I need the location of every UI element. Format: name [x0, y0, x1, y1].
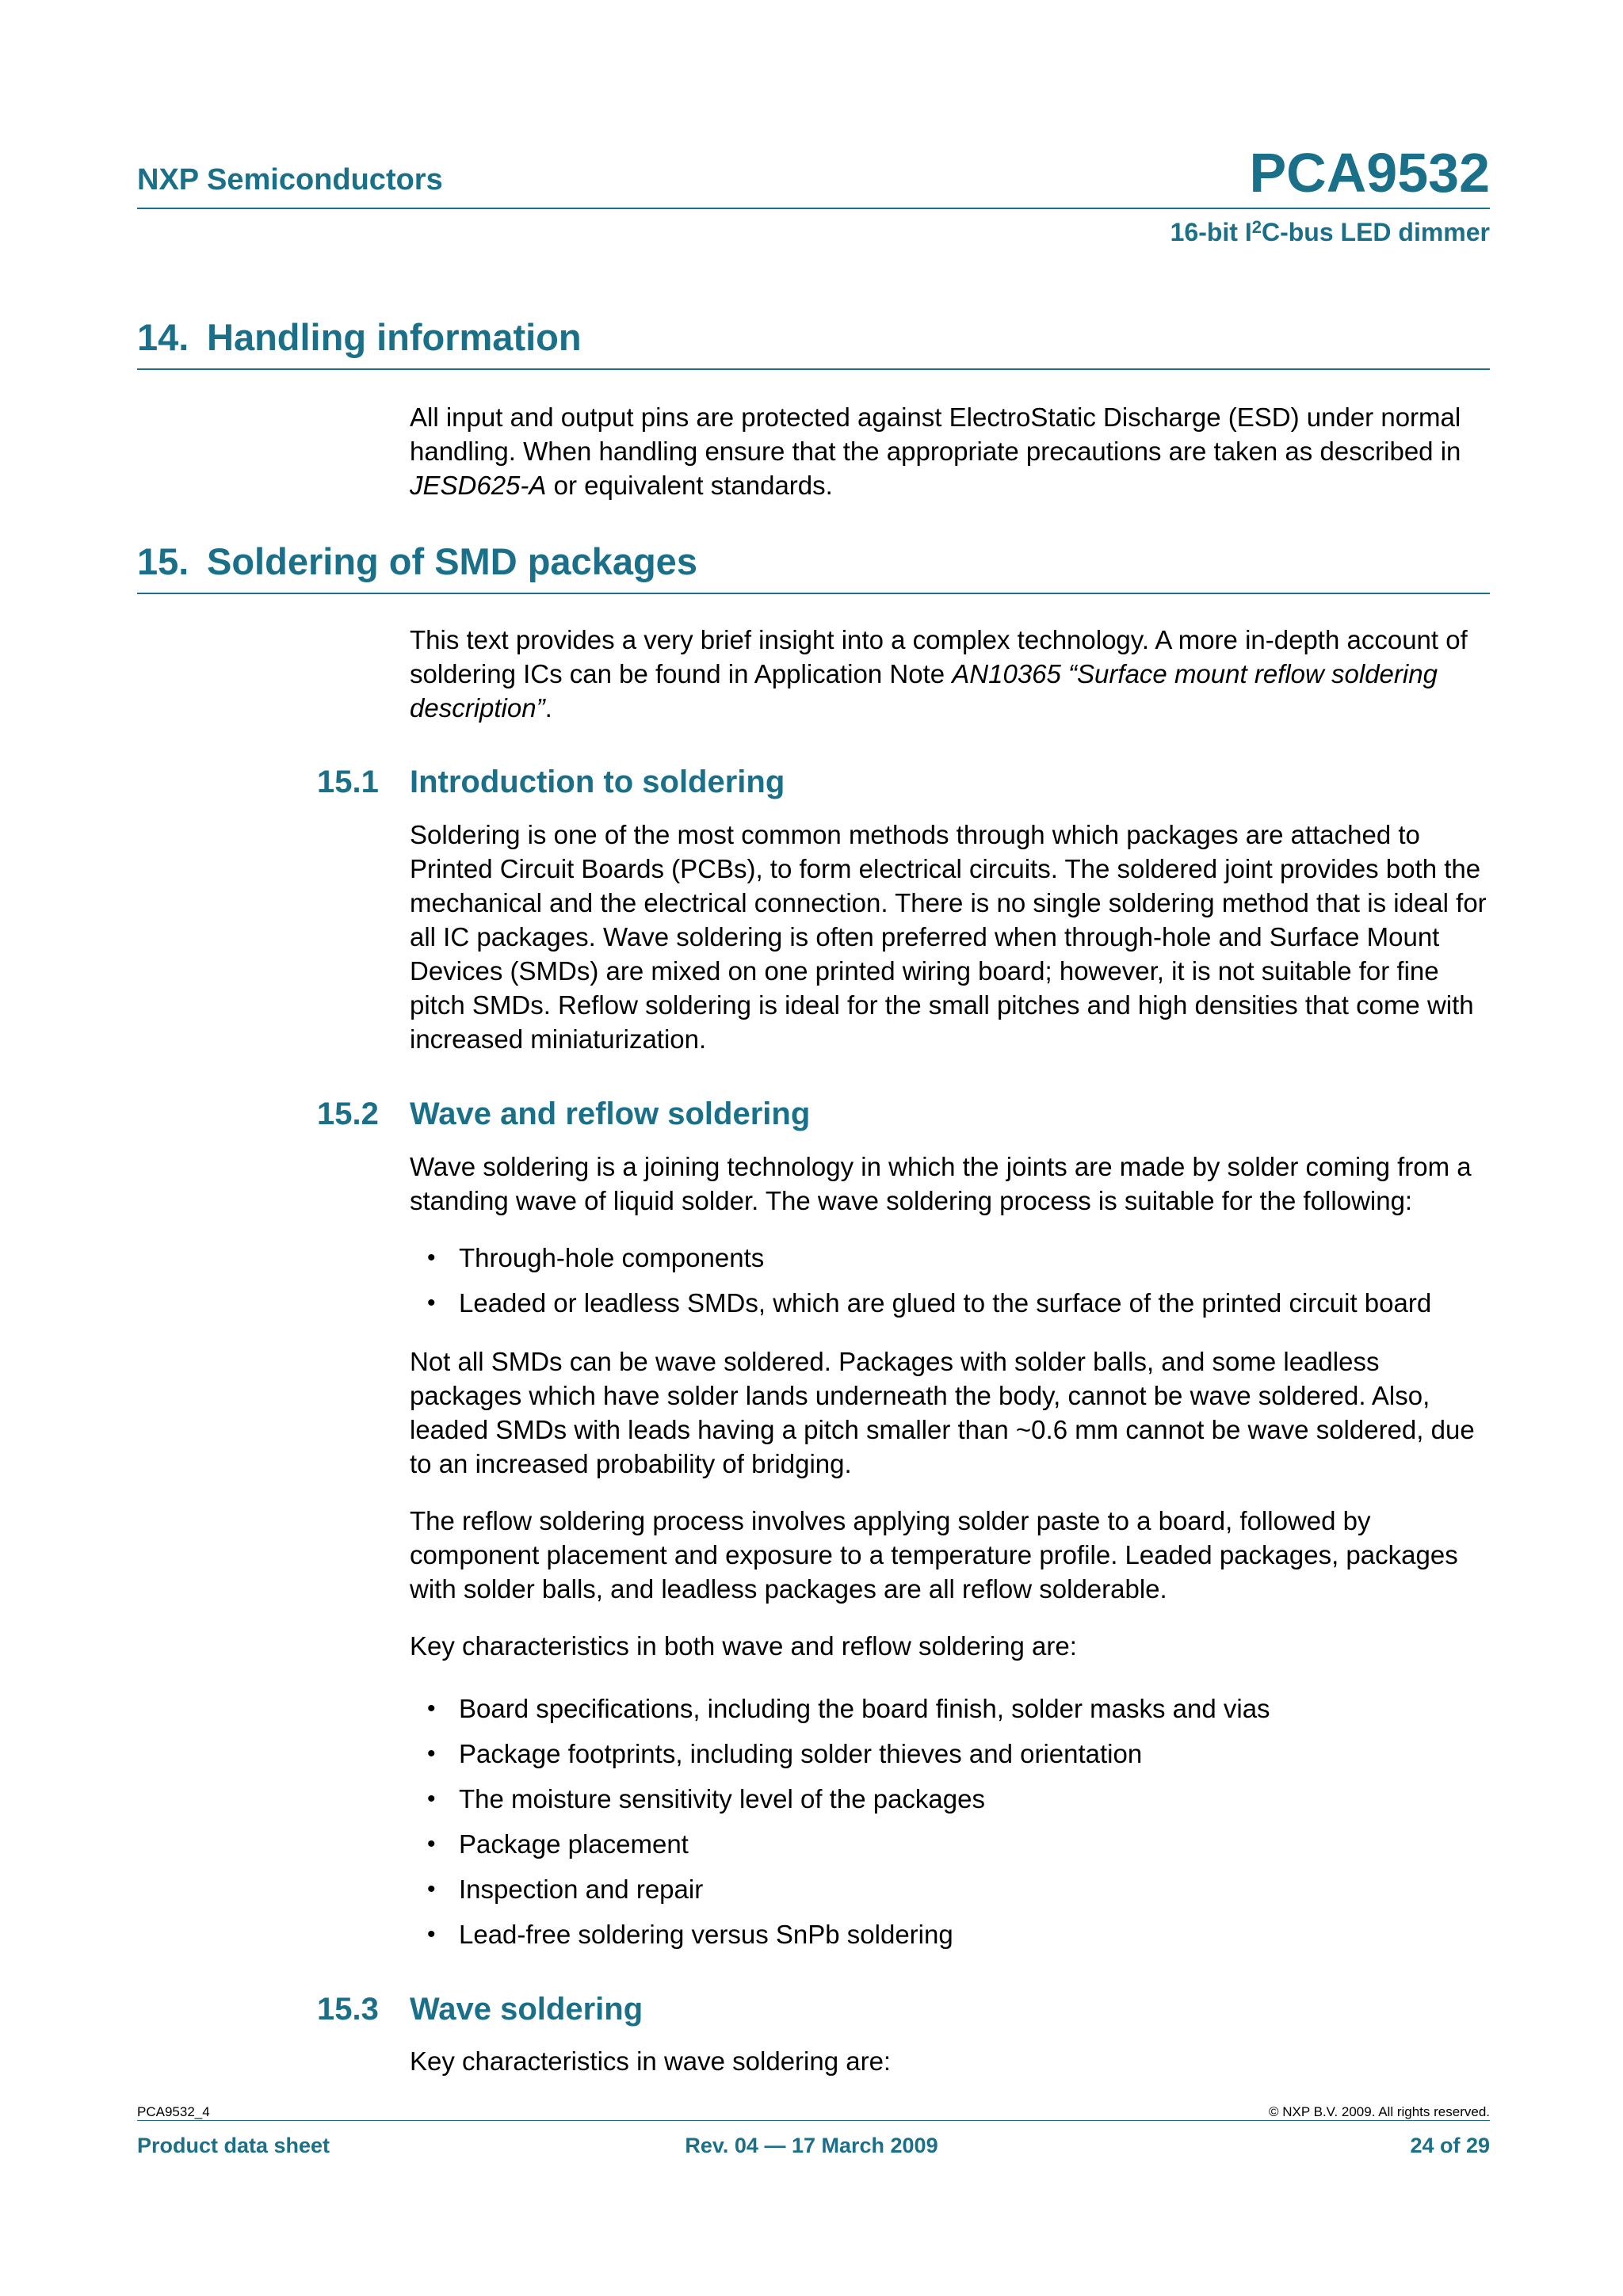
section-heading-handling	[137, 315, 1490, 370]
wave-suitable-list	[410, 1241, 1490, 1331]
list-item: • Leaded or leadless SMDs, which are glued to the surface of the printed circuit board	[410, 1286, 1490, 1331]
list-item: • Board specifications, including the board finish, solder masks and vias	[410, 1691, 1490, 1737]
bullet-icon: •	[427, 1921, 436, 1947]
wave-reflow-paragraph-2: Not all SMDs can be wave soldered. Packages with solder balls, and some leadless packages which have solder lands underneath the body, cannot be wave soldered. Also, leaded SMDs with leads having a pitch smaller than ~0.6 mm cannot be wave soldered, due to an increased probability of bridging.	[410, 1347, 1475, 1478]
wave-reflow-paragraph-4: Key characteristics in both wave and reflow soldering are:	[410, 1631, 1077, 1661]
list-item: • Inspection and repair	[410, 1872, 1490, 1917]
footer-document-type: Product data sheet	[137, 2134, 330, 2157]
soldering-intro-paragraph: This text provides a very brief insight into a complex technology. A more in-depth account of soldering ICs can be found in Application Note AN10365 “Surface mount reflow soldering description”.	[410, 625, 1468, 723]
list-item: • Package footprints, including solder thieves and orientation	[410, 1737, 1490, 1782]
subsection-title: Wave and reflow soldering	[410, 1097, 811, 1131]
list-item: • Lead-free soldering versus SnPb soldering	[410, 1917, 1490, 1962]
section-title: Handling information	[207, 316, 582, 358]
bullet-icon: •	[427, 1245, 436, 1271]
wave-reflow-paragraph-1: Wave soldering is a joining technology in which the joints are made by solder coming from a standing wave of liquid solder. The wave soldering process is suitable for the following:	[410, 1152, 1472, 1215]
footer-document-id: PCA9532_4	[137, 2104, 210, 2119]
bullet-icon: •	[427, 1290, 436, 1316]
bullet-icon: •	[427, 1876, 436, 1902]
company-name: NXP Semiconductors	[137, 163, 443, 196]
bullet-icon: •	[427, 1831, 436, 1857]
footer-page-number: 24 of 29	[1410, 2134, 1490, 2157]
subsection-title: Wave soldering	[410, 1992, 643, 2027]
introduction-paragraph: Soldering is one of the most common methods through which packages are attached to Printed Circuit Boards (PCBs), to form electrical circuits. The soldered joint provides both the mechanical and the electrical connection. There is no single soldering method that is ideal for all IC packages. Wave soldering is often preferred when through-hole and Surface Mount Devices (SMDs) are mixed on one printed wiring board; however, it is not suitable for fine pitch SMDs. Reflow soldering is ideal for the small pitches and high densities that come with increased miniaturization.	[410, 820, 1487, 1054]
footer-revision: Rev. 04 — 17 March 2009	[685, 2134, 938, 2157]
section-number: 14.	[137, 316, 189, 358]
list-item: • Through-hole components	[410, 1241, 1490, 1286]
subsection-title: Introduction to soldering	[410, 765, 785, 799]
header-divider	[137, 208, 1490, 209]
section-title: Soldering of SMD packages	[207, 540, 697, 582]
wave-paragraph: Key characteristics in wave soldering are:	[410, 2046, 892, 2076]
product-title: PCA9532	[1249, 142, 1490, 204]
footer-divider	[137, 2120, 1490, 2121]
footer-copyright: © NXP B.V. 2009. All rights reserved.	[1268, 2104, 1490, 2119]
bullet-icon: •	[427, 1741, 436, 1767]
section-number: 15.	[137, 540, 189, 582]
list-item: • Package placement	[410, 1827, 1490, 1872]
key-characteristics-list	[410, 1691, 1490, 1962]
wave-reflow-paragraph-3: The reflow soldering process involves applying solder paste to a board, followed by component placement and exposure to a temperature profile. Leaded packages, packages with solder balls, and leadless packages are all reflow solderable.	[410, 1506, 1458, 1604]
subsection-number: 15.2	[317, 1097, 379, 1131]
subsection-number: 15.3	[317, 1992, 379, 2027]
subsection-number: 15.1	[317, 765, 379, 799]
bullet-icon: •	[427, 1786, 436, 1812]
bullet-icon: •	[427, 1695, 436, 1722]
section-heading-soldering	[137, 540, 1490, 594]
handling-paragraph: All input and output pins are protected against ElectroStatic Discharge (ESD) under normal handling. When handling ensure that the appropriate precautions are taken as described in JESD625-A or equivalent standards.	[410, 402, 1461, 500]
list-item: • The moisture sensitivity level of the packages	[410, 1782, 1490, 1827]
product-subtitle: 16-bit $I^2C$-bus LED dimmer	[1170, 217, 1490, 246]
